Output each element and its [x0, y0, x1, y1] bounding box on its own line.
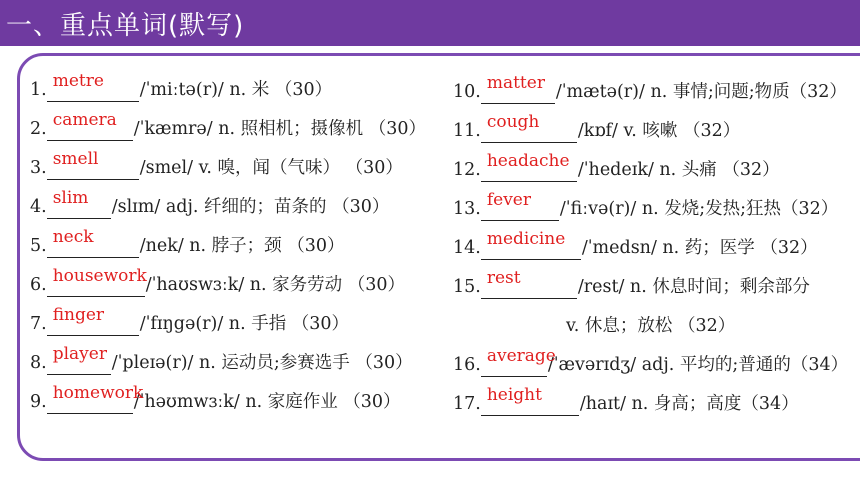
vocab-item-3: [30, 149, 403, 180]
answer-blank[interactable]: [47, 344, 111, 375]
answer-blank[interactable]: [47, 110, 133, 141]
answer-blank[interactable]: [47, 305, 139, 336]
item-number: 9.: [30, 392, 47, 412]
item-number: 7.: [30, 314, 47, 334]
vocab-item-1: [30, 71, 333, 102]
definition-text: /ˈhedeɪk/ n. 头痛 （32）: [577, 160, 780, 180]
vocab-item-4: [30, 188, 390, 219]
answer-blank[interactable]: [47, 266, 147, 297]
vocab-item-16: [453, 346, 849, 377]
answer-blank[interactable]: [47, 227, 139, 258]
definition-text: /smel/ v. 嗅，闻（气味） （30）: [139, 158, 403, 178]
vocab-item-10: [453, 73, 847, 104]
answer-text: metre: [52, 71, 104, 91]
answer-text: finger: [52, 305, 105, 325]
item-number: 11.: [453, 121, 481, 141]
item-number: 17.: [453, 394, 481, 414]
answer-text: cough: [486, 112, 540, 132]
item-number: 1.: [30, 80, 47, 100]
answer-blank[interactable]: [481, 73, 555, 104]
answer-text: homework: [52, 383, 144, 403]
answer-text: headache: [486, 151, 570, 171]
answer-text: player: [52, 344, 107, 364]
definition-text: /rest/ n. 休息时间；剩余部分: [577, 277, 810, 297]
answer-text: medicine: [486, 229, 566, 249]
item-number: 2.: [30, 119, 47, 139]
answer-text: neck: [52, 227, 94, 247]
definition-text: /ˈmedsn/ n. 药；医学 （32）: [581, 238, 818, 258]
definition-text: /ˈhaʊswɜːk/ n. 家务劳动 （30）: [145, 275, 406, 295]
item-number: 16.: [453, 355, 481, 375]
definition-text: /ˈfiːvə(r)/ n. 发烧;发热;狂热（32）: [559, 199, 839, 219]
answer-text: height: [486, 385, 542, 405]
item-number: 10.: [453, 82, 481, 102]
answer-blank[interactable]: [47, 383, 144, 414]
definition-text: /haɪt/ n. 身高；高度（34）: [579, 394, 799, 414]
definition-text: /ˈmiːtə(r)/ n. 米 （30）: [139, 80, 333, 100]
answer-blank[interactable]: [47, 188, 111, 219]
definition-text: /slɪm/ adj. 纤细的；苗条的 （30）: [111, 197, 390, 217]
answer-text: rest: [486, 268, 521, 288]
definition-text: /ˈmætə(r)/ n. 事情;问题;物质（32）: [555, 82, 847, 102]
vocab-item-15: [453, 268, 810, 299]
definition-text: /ˈpleɪə(r)/ n. 运动员;参赛选手 （30）: [111, 353, 413, 373]
item-number: 14.: [453, 238, 481, 258]
title-bar: [0, 0, 860, 46]
item-number: 8.: [30, 353, 47, 373]
vocab-item-2: [30, 110, 426, 141]
answer-blank[interactable]: [481, 190, 559, 221]
vocab-item-8: [30, 344, 413, 375]
answer-blank[interactable]: [481, 112, 577, 143]
definition-text: /ˈfɪŋgə(r)/ n. 手指 （30）: [139, 314, 350, 334]
vocab-item-11: [453, 112, 741, 143]
item-number: 13.: [453, 199, 481, 219]
definition-text: /ˈkæmrə/ n. 照相机；摄像机 （30）: [133, 119, 426, 139]
section-title: 一、重点单词(默写): [6, 11, 245, 41]
answer-blank[interactable]: [481, 385, 579, 416]
definition-text: /ˈævərɪdʒ/ adj. 平均的;普通的（34）: [547, 355, 849, 375]
answer-blank[interactable]: [47, 149, 139, 180]
item-number: 5.: [30, 236, 47, 256]
vocab-item-12: [453, 151, 780, 182]
item-number: 3.: [30, 158, 47, 178]
answer-text: matter: [486, 73, 545, 93]
answer-text: housework: [52, 266, 147, 286]
answer-text: camera: [52, 110, 117, 130]
answer-blank[interactable]: [481, 229, 581, 260]
answer-blank[interactable]: [481, 151, 577, 182]
item-number: 6.: [30, 275, 47, 295]
vocab-item-6: [30, 266, 406, 297]
answer-text: fever: [486, 190, 531, 210]
definition-text: /kɒf/ v. 咳嗽 （32）: [577, 121, 741, 141]
vocab-item-14: [453, 229, 818, 260]
vocab-item-13: [453, 190, 839, 221]
vocab-item-17: [453, 385, 799, 416]
answer-blank[interactable]: [47, 71, 139, 102]
vocab-item-7: [30, 305, 350, 336]
item-number: 4.: [30, 197, 47, 217]
answer-text: average: [486, 346, 556, 366]
item-15-continuation: v. 休息；放松 （32）: [566, 316, 736, 336]
definition-text: /nek/ n. 脖子；颈 （30）: [139, 236, 345, 256]
answer-text: slim: [52, 188, 89, 208]
answer-blank[interactable]: [481, 346, 556, 377]
definition-text: /ˈhəʊmwɜːk/ n. 家庭作业 （30）: [133, 392, 401, 412]
item-number: 12.: [453, 160, 481, 180]
vocab-item-9: [30, 383, 401, 414]
answer-blank[interactable]: [481, 268, 577, 299]
item-number: 15.: [453, 277, 481, 297]
vocab-item-5: [30, 227, 345, 258]
answer-text: smell: [52, 149, 99, 169]
